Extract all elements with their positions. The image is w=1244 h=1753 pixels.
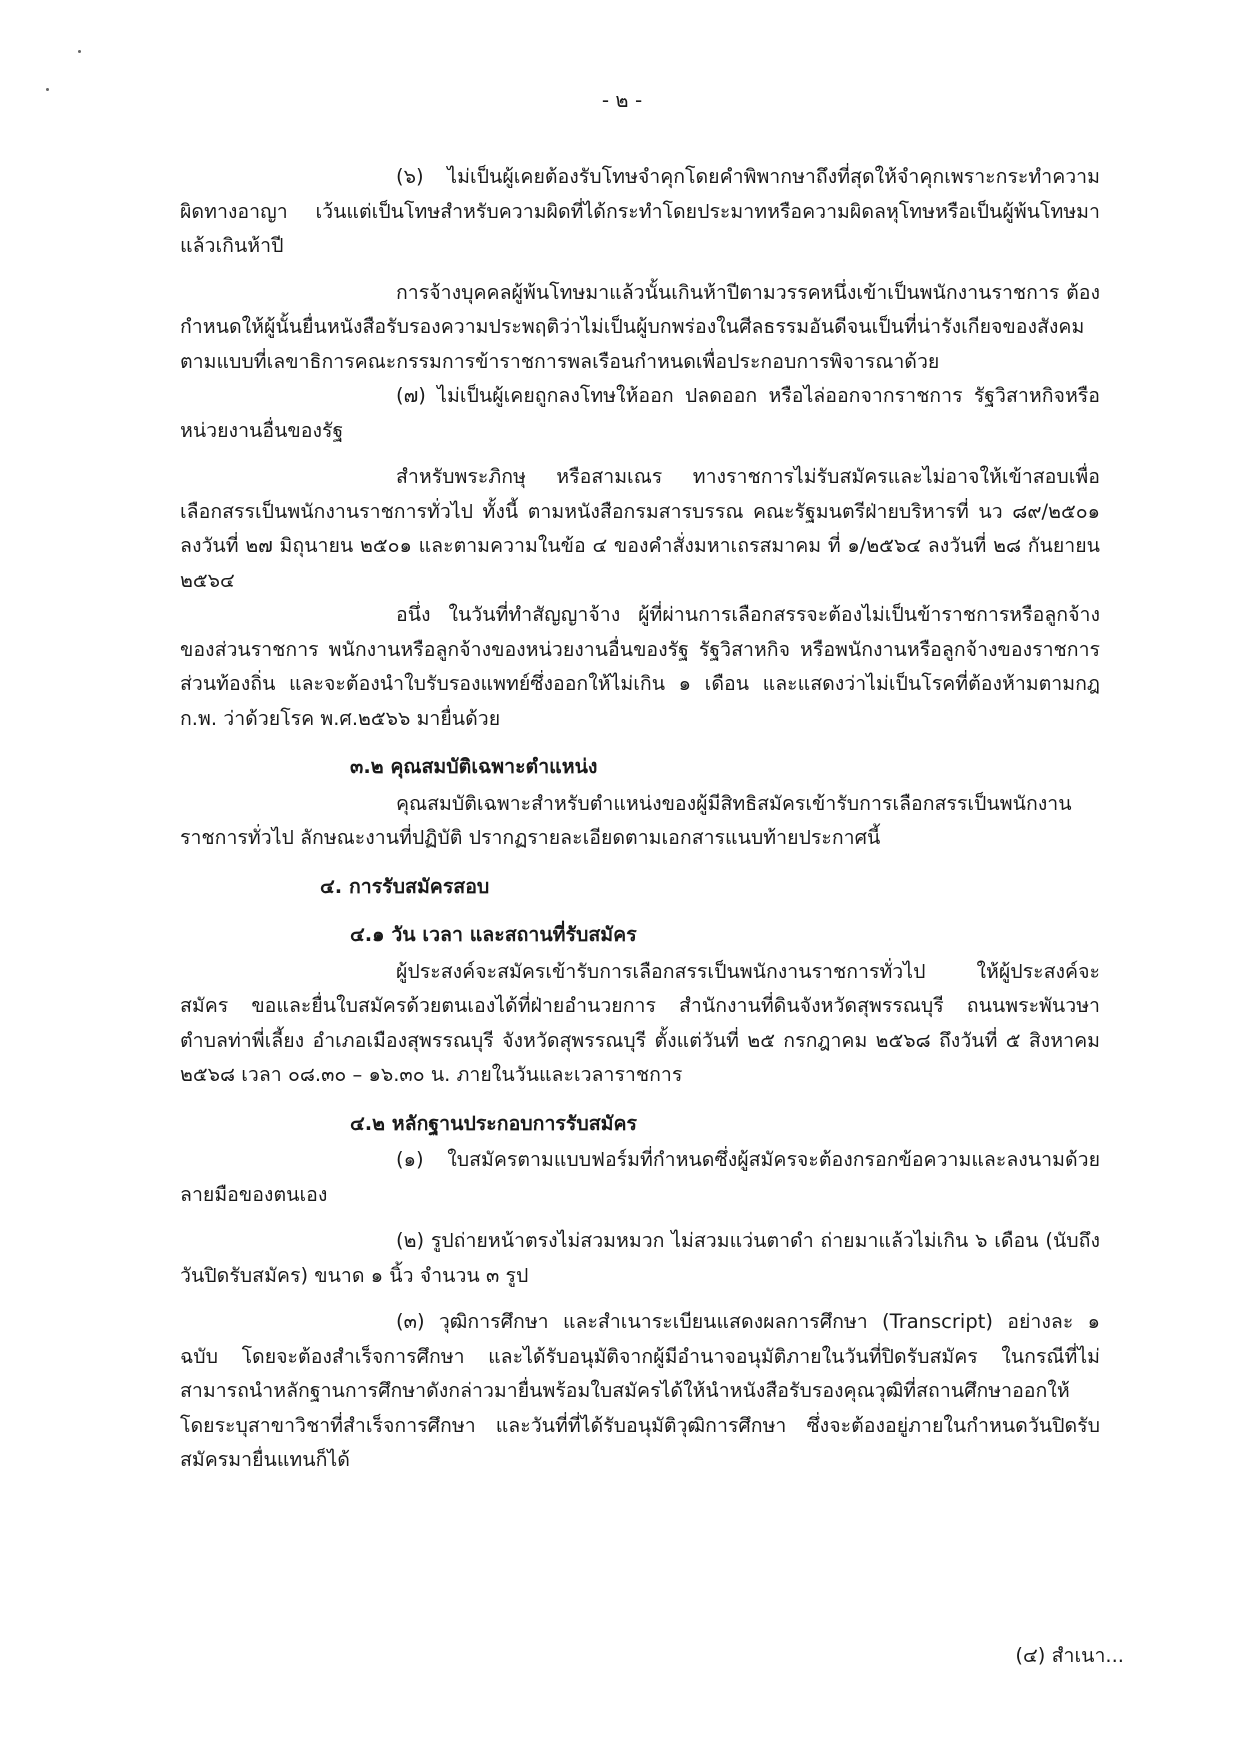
heading-required-documents: ๔.๒ หลักฐานประกอบการรับสมัคร	[350, 1111, 638, 1135]
paragraph-monks: สำหรับพระภิกษุ หรือสามเณร ทางราชการไม่รับสมัครและไม่อาจให้เข้าสอบเพื่อเลือกสรรเป็นพนักงานราชการทั่วไป ทั้งนี้ ตามหนังสือกรมสารบรรณ คณะรัฐมนตรีฝ่ายบริหารที่ นว ๘๙/๒๕๐๑ ลงวันที่ ๒๗ มิถุนายน ๒๕๐๑ และตามความในข้อ ๔ ของคำสั่งมหาเถรสมาคม ที่ ๑/๒๕๖๔ ลงวันที่ ๒๘ กันยายน ๒๕๖๔	[180, 465, 1100, 592]
paragraph-application-form: (๑) ใบสมัครตามแบบฟอร์มที่กำหนดซึ่งผู้สมัครจะต้องกรอกข้อความและลงนามด้วยลายมือของตนเอง	[180, 1148, 1100, 1206]
paragraph-contract-day: อนึ่ง ในวันที่ทำสัญญาจ้าง ผู้ที่ผ่านการเลือกสรรจะต้องไม่เป็นข้าราชการหรือลูกจ้างของส่วนราชการ พนักงานหรือลูกจ้างของหน่วยงานอื่นของรัฐ รัฐวิสาหกิจ หรือพนักงานหรือลูกจ้างของราชการส่วนท้องถิ่น และจะต้องนำใบรับรองแพทย์ซึ่งออกให้ไม่เกิน ๑ เดือน และแสดงว่าไม่เป็นโรคที่ต้องห้ามตามกฎ ก.พ. ว่าด้วยโรค พ.ศ.๒๕๖๖ มายื่นด้วย	[180, 603, 1100, 730]
paragraph-criminal-record: (๖) ไม่เป็นผู้เคยต้องรับโทษจำคุกโดยคำพิพากษาถึงที่สุดให้จำคุกเพราะกระทำความผิดทางอาญา เว้นแต่เป็นโทษสำหรับความผิดที่ได้กระทำโดยประมาทหรือความผิดลหุโทษหรือเป็นผู้พ้นโทษมาแล้วเกินห้าปี	[180, 165, 1100, 257]
paragraph-photo: (๒) รูปถ่ายหน้าตรงไม่สวมหมวก ไม่สวมแว่นตาดำ ถ่ายมาแล้วไม่เกิน ๖ เดือน (นับถึงวันปิดรับสมัคร) ขนาด ๑ นิ้ว จำนวน ๓ รูป	[180, 1229, 1100, 1287]
page-number: - ๒ -	[601, 88, 643, 112]
heading-date-place: ๔.๑ วัน เวลา และสถานที่รับสมัคร	[350, 923, 637, 946]
heading-application: ๔. การรับสมัครสอบ	[320, 874, 490, 898]
document-body	[180, 160, 1100, 1490]
paragraph-specific-qualifications: คุณสมบัติเฉพาะสำหรับตำแหน่งของผู้มีสิทธิสมัครเข้ารับการเลือกสรรเป็นพนักงานราชการทั่วไป ลักษณะงานที่ปฏิบัติ ปรากฏรายละเอียดตามเอกสารแนบท้ายประกาศนี้	[180, 791, 1072, 849]
paragraph-transcript: (๓) วุฒิการศึกษา และสำเนาระเบียนแสดงผลการศึกษา (Transcript) อย่างละ ๑ ฉบับ โดยจะต้องสำเร็จการศึกษา และได้รับอนุมัติจากผู้มีอำนาจอนุมัติภายในวันที่ปิดรับสมัคร ในกรณีที่ไม่สามารถนำหลักฐานการศึกษาดังกล่าวมายื่นพร้อมใบสมัครได้ให้นำหนังสือรับรองคุณวุฒิที่สถานศึกษาออกให้ โดยระบุสาขาวิชาที่สำเร็จการศึกษา และวันที่ที่ได้รับอนุมัติวุฒิการศึกษา ซึ่งจะต้องอยู่ภายในกำหนดวันปิดรับสมัครมายื่นแทนก็ได้	[180, 1310, 1100, 1471]
paragraph-rehire-condition: การจ้างบุคคลผู้พ้นโทษมาแล้วนั้นเกินห้าปีตามวรรคหนึ่งเข้าเป็นพนักงานราชการ ต้องกำหนดให้ผู้นั้นยื่นหนังสือรับรองความประพฤติว่าไม่เป็นผู้บกพร่องในศีลธรรมอันดีจนเป็นที่น่ารังเกียจของสังคม ตามแบบที่เลขาธิการคณะกรรมการข้าราชการพลเรือนกำหนดเพื่อประกอบการพิจารณาด้วย	[180, 280, 1100, 373]
paragraph-date-place: ผู้ประสงค์จะสมัครเข้ารับการเลือกสรรเป็นพนักงานราชการทั่วไป ให้ผู้ประสงค์จะสมัคร ขอและยื่นใบสมัครด้วยตนเองได้ที่ฝ่ายอำนวยการ สำนักงานที่ดินจังหวัดสุพรรณบุรี ถนนพระพันวษา ตำบลท่าพี่เลี้ยง อำเภอเมืองสุพรรณบุรี จังหวัดสุพรรณบุรี ตั้งแต่วันที่ ๒๕ กรกฎาคม ๒๕๖๘ ถึงวันที่ ๕ สิงหาคม ๒๕๖๘ เวลา ๐๘.๓๐ – ๑๖.๓๐ น. ภายในวันและเวลาราชการ	[180, 959, 1100, 1086]
paragraph-dismissal: (๗) ไม่เป็นผู้เคยถูกลงโทษให้ออก ปลดออก หรือไล่ออกจากราชการ รัฐวิสาหกิจหรือหน่วยงานอื่นของรัฐ	[180, 384, 1100, 442]
continuation-note: (๔) สำเนา...	[1015, 1644, 1124, 1667]
heading-specific-qualifications: ๓.๒ คุณสมบัติเฉพาะตำแหน่ง	[350, 755, 598, 778]
scan-speck	[78, 50, 81, 53]
